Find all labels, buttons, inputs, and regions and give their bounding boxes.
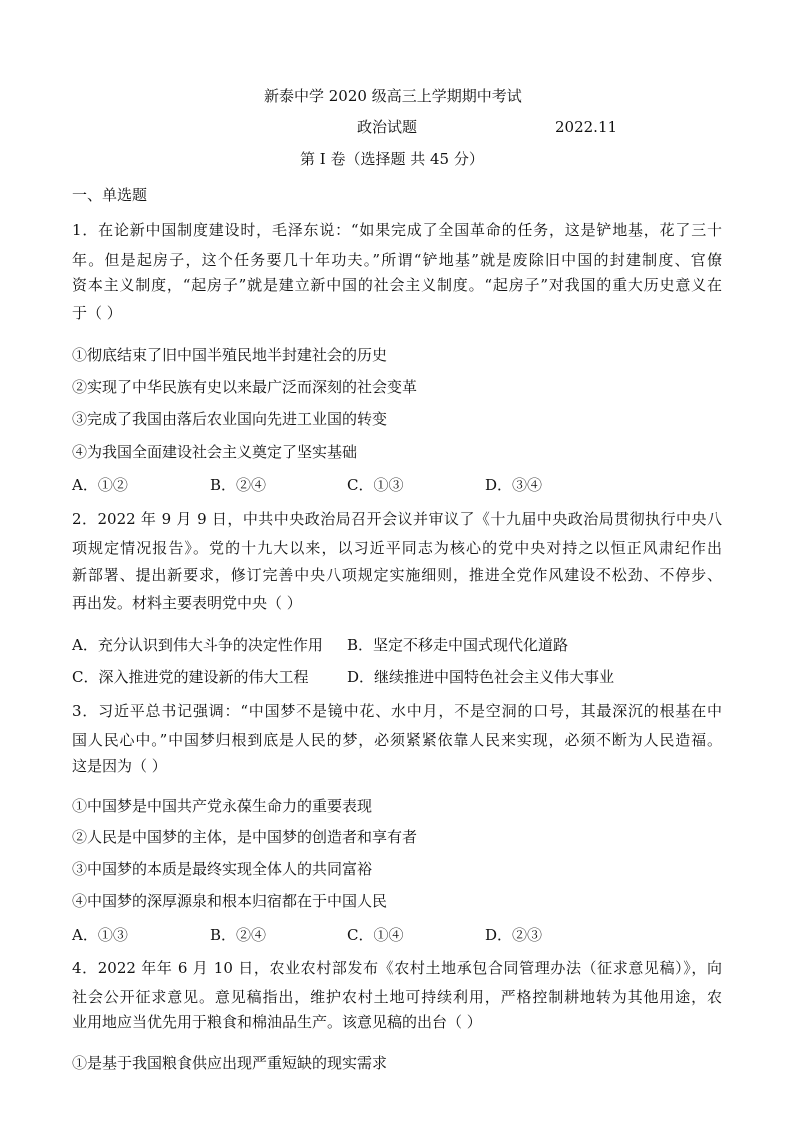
question-2-line-2: 项规定情况报告》。党的十九大以来，以习近平同志为核心的党中央对持之以恒正风肃纪作出 [72,539,722,557]
question-2-option-a: A．充分认识到伟大斗争的决定性作用 [72,636,323,654]
question-4-item-1: ①是基于我国粮食供应出现严重短缺的现实需求 [72,1054,388,1072]
question-1-option-b: B．②④ [210,476,267,494]
question-1-item-3: ③完成了我国由落后农业国向先进工业国的转变 [72,410,388,428]
question-4-line-3: 业用地应当优先用于粮食和棉油品生产。该意见稿的出台（ ） [72,1013,482,1031]
question-3-line-2: 国人民心中。”中国梦归根到底是人民的梦，必须紧紧依靠人民来实现，必须不断为人民造福。 [72,731,722,749]
question-2-line-1: 2．2022 年 9 月 9 日，中共中央政治局召开会议并审议了《十九届中央政治局贯彻执行中央八 [72,510,722,528]
question-3-option-d: D．②③ [485,926,543,944]
question-3-option-b: B．②④ [210,926,267,944]
question-1-option-a: A．①② [72,476,128,494]
exam-title: 新泰中学 2020 级高三上学期期中考试 [264,87,522,105]
question-3-option-c: C．①④ [347,926,404,944]
question-2-line-3: 新部署、提出新要求，修订完善中央八项规定实施细则，推进全党作风建设不松劲、不停步、 [72,566,722,584]
question-3-option-a: A．①③ [72,926,128,944]
question-1-line-4: 于（ ） [72,304,122,322]
question-1-item-2: ②实现了中华民族有史以来最广泛而深刻的社会变革 [72,378,418,396]
question-3-item-3: ③中国梦的本质是最终实现全体人的共同富裕 [72,860,373,878]
question-3-line-3: 这是因为（ ） [72,757,167,775]
question-2-option-b: B．坚定不移走中国式现代化道路 [347,636,569,654]
exam-date: 2022.11 [555,118,618,136]
question-1-option-d: D．③④ [485,476,543,494]
question-1-option-c: C．①③ [347,476,404,494]
question-1-line-3: 资本主义制度，“起房子”就是建立新中国的社会主义制度。“起房子”对我国的重大历史意义在 [72,276,722,294]
question-1-line-2: 年。但是起房子，这个任务要几十年功夫。”所谓“铲地基”就是废除旧中国的封建制度、官僚 [72,251,722,269]
part-heading: 一、单选题 [72,186,148,204]
question-2-line-4: 再出发。材料主要表明党中央（ ） [72,594,302,612]
question-3-item-4: ④中国梦的深厚源泉和根本归宿都在于中国人民 [72,892,388,910]
question-1-line-1: 1．在论新中国制度建设时，毛泽东说：“如果完成了全国革命的任务，这是铲地基，花了三十 [72,221,722,239]
question-4-line-2: 社会公开征求意见。意见稿指出，维护农村土地可持续利用，严格控制耕地转为其他用途，农 [72,988,722,1006]
question-1-item-4: ④为我国全面建设社会主义奠定了坚实基础 [72,443,358,461]
question-1-item-1: ①彻底结束了旧中国半殖民地半封建社会的历史 [72,346,388,364]
question-3-item-1: ①中国梦是中国共产党永葆生命力的重要表现 [72,797,373,815]
question-2-option-c: C．深入推进党的建设新的伟大工程 [72,668,309,686]
section-title: 第 I 卷（选择题 共 45 分） [300,150,484,168]
question-3-item-2: ②人民是中国梦的主体，是中国梦的创造者和享有者 [72,828,418,846]
question-2-option-d: D．继续推进中国特色社会主义伟大事业 [347,668,615,686]
question-4-line-1: 4．2022 年年 6 月 10 日，农业农村部发布《农村土地承包合同管理办法（征求意见稿）》，向 [72,959,722,977]
question-3-line-1: 3．习近平总书记强调：“中国梦不是镜中花、水中月，不是空洞的口号，其最深沉的根基在中 [72,702,722,720]
subject-title: 政治试题 [357,118,418,136]
